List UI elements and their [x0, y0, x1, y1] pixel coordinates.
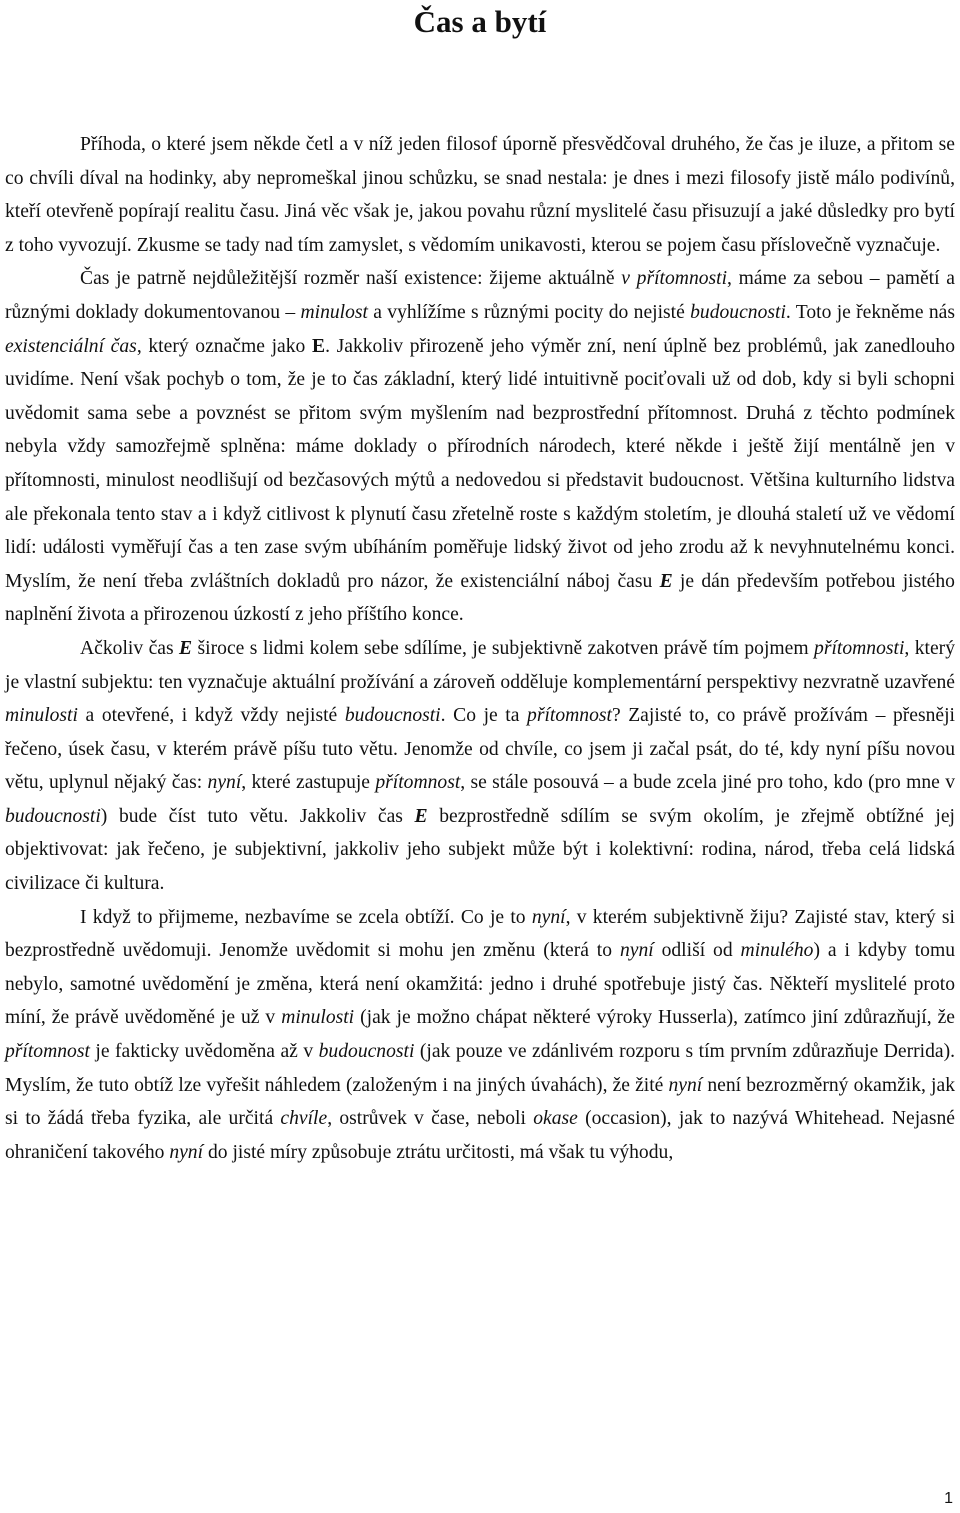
text-run: nyní: [531, 906, 566, 928]
text-run: přítomnost: [375, 772, 461, 794]
text-run: nyní: [668, 1074, 703, 1096]
document-title: Čas a bytí: [413, 4, 547, 39]
text-run: minulého: [740, 940, 814, 962]
text-run: nyní: [207, 772, 242, 794]
text-run: budoucnosti: [344, 705, 441, 727]
text-run: není bezrozměrný okamžik, jak si to žádá třeba fyzika, ale určitá: [5, 1074, 955, 1130]
page-number: 1: [944, 1490, 953, 1507]
text-run: je dán především potřebou jistého naplnění života a přirozenou úzkostí z jeho příštího konce.: [5, 570, 955, 626]
text-run: (jak pouze ve zdánlivém rozporu s tím prvním zdůrazňuje Derrida). Myslím, že tuto obtíž lze vyřešit náhledem (založeným i na jiných úvahách), že žité: [5, 1041, 956, 1096]
text-run: (occasion), jak to nazývá Whitehead. Nejasné ohraničení takového: [5, 1108, 955, 1163]
text-run: Ačkoliv čas: [80, 637, 180, 659]
text-run: Čas je patrně nejdůležitější rozměr naší existence: žijeme aktuálně: [80, 268, 622, 290]
text-run: ) bude číst tuto větu. Jakkoliv čas: [100, 805, 415, 827]
text-run: . Co je ta: [440, 705, 528, 727]
text-run: , který je vlastní subjektu: ten vyznačuje aktuální prožívání a zároveň odděluje komplementární perspektivy nezvratně uzavřené: [5, 637, 956, 693]
text-run: nyní: [169, 1141, 204, 1163]
text-run: . Toto je řekněme nás: [785, 301, 956, 323]
text-run: , ostrůvek v čase, neboli: [327, 1108, 534, 1130]
text-run: široce s lidmi kolem sebe sdílíme, je subjektivně zakotven právě tím pojmem: [192, 637, 815, 659]
text-run: přítomnosti: [814, 637, 905, 659]
text-run: budoucnosti: [5, 805, 101, 827]
text-run: (jak je možno chápat některé výroky Husserla), zatímco jiní zdůrazňují, že: [354, 1007, 955, 1029]
text-run: ) a i kdyby tomu nebylo, samotné uvědomění je změna, která není okamžitá: jedno i druhé spotřebuje jistý čas. Někteří myslitelé proto míní, že právě uvědoměné je už v: [5, 940, 955, 1029]
text-run: E: [179, 637, 193, 659]
text-run: Příhoda, o které jsem někde četl a v níž jeden filosof úporně přesvědčoval druhého, že čas je iluze, a přitom se co chvíli díval na hodinky, aby nepromeškal jinou schůzku, se snad nestala: je dnes i mezi filosofy jistě málo podivínů, kteří otevřeně popírají realitu času. Jiná věc však je, jakou povahu různí myslitelé času přisuzují a jaké důsledky pro bytí z toho vyvozují. Zkusme se tady nad tím zamyslet, s vědomím unikavosti, kterou se pojem času příslovečně vyznačuje.: [5, 134, 955, 256]
text-run: minulost: [300, 301, 368, 323]
text-run: . Jakkoliv přirozeně jeho výměr zní, není úplně bez problémů, jak zanedlouho uvidíme. Není však pochyb o tom, že je to čas základní, který lidé intuitivně pociťovali už od dob, kdy si byli schopni uvědomit sama sebe a povznést se přitom svým myšlením nad bezprostřední přítomnost. Druhá z těchto podmínek nebyla vždy samozřejmě splněna: máme doklady o přírodních národech, které někde i ještě žijí mentálně jen v přítomnosti, minulost neodlišují od bezčasových mýtů a nedovedou si představit budoucnost. Většina kulturního lidstva ale překonala tento stav a i když citlivost k plynutí času zřetelně roste s každým stoletím, je dlouhá staletí už ve vědomí lidí: události vyměřují čas a ten zase svým ubíháním poměřuje lidský život od jeho zrodu až k nevyhnutelnému konci. Myslím, že není třeba zvláštních dokladů pro názor, že existenciální náboj času: [5, 335, 955, 592]
text-run: bezprostředně sdílím se svým okolím, je zřejmě obtížné jej objektivovat: jak řečeno, je subjektivní, jakkoliv jeho subjekt může být i kolektivní: rodina, národ, třeba celá lidská civilizace či kultura.: [5, 805, 955, 895]
text-run: , v kterém subjektivně žiju? Zajisté stav, který si bezprostředně uvědomuji. Jenomže uvědomit si mohu jen změnu (která to: [5, 906, 955, 962]
text-run: nyní: [619, 940, 654, 962]
text-run: v přítomnosti: [621, 268, 728, 290]
text-run: I když to přijmeme, nezbavíme se zcela obtíží. Co je to: [80, 906, 532, 928]
text-run: ? Zajisté to, co právě prožívám – přesněji řečeno, úsek času, v kterém právě píšu tuto větu. Jenomže od chvíle, co jsem ji začal psát, do té, kdy nyní píšu novou větu, uplynul nějaký čas:: [5, 705, 955, 794]
text-run: přítomnost: [527, 705, 612, 727]
paragraph: [5, 262, 955, 632]
text-run: do jisté míry způsobuje ztrátu určitosti, má však tu výhodu,: [203, 1141, 674, 1163]
text-run: , které zastupuje: [241, 772, 376, 794]
text-run: chvíle: [280, 1108, 328, 1130]
text-run: a vyhlížíme s různými pocity do nejisté: [367, 301, 691, 323]
text-run: přítomnost: [5, 1041, 90, 1063]
text-run: , se stále posouvá – a bude zcela jiné pro toho, kdo (pro mne v: [460, 772, 955, 794]
text-run: je fakticky uvědoměna až v: [89, 1041, 319, 1063]
text-run: minulosti: [281, 1007, 355, 1029]
text-run: existenciální čas: [5, 335, 137, 357]
text-run: odliší od: [653, 940, 741, 962]
paragraph: [5, 901, 955, 1170]
text-run: , máme za sebou – pamětí a různými doklady dokumentovanou –: [5, 268, 955, 323]
text-run: E: [414, 805, 428, 827]
text-run: , který označme jako: [136, 335, 312, 357]
text-run: E: [659, 570, 673, 592]
text-run: okase: [533, 1108, 578, 1130]
text-run: E: [312, 335, 326, 357]
text-run: budoucnosti: [690, 301, 786, 323]
paragraph: [5, 128, 955, 262]
document-body: [5, 128, 955, 1169]
paragraph: [5, 632, 955, 901]
text-run: a otevřené, i když vždy nejisté: [77, 705, 345, 727]
text-run: budoucnosti: [318, 1041, 415, 1063]
text-run: minulosti: [5, 705, 78, 727]
